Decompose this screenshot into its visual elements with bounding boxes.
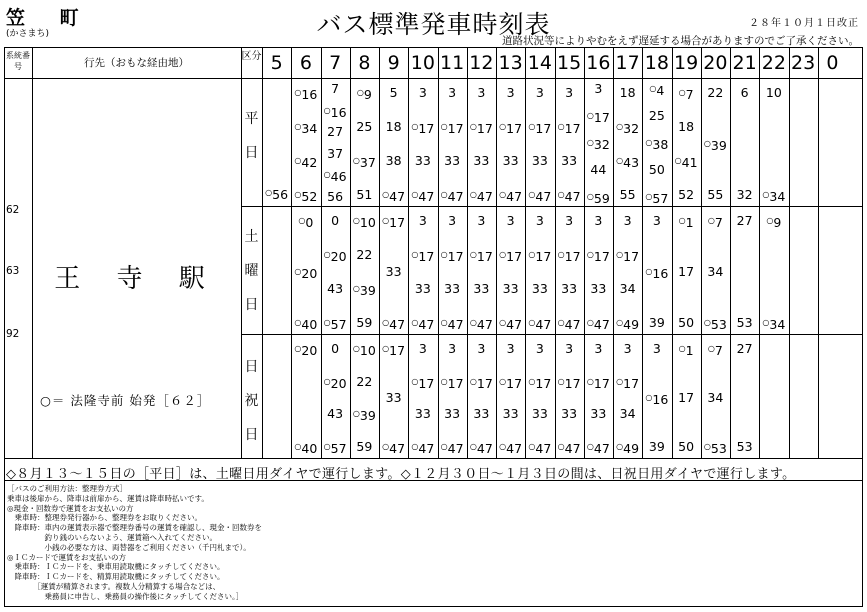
departure-time: ○17 <box>557 249 581 264</box>
departure-time: 3 <box>535 213 544 228</box>
departure-time: ○47 <box>411 189 435 204</box>
departure-time: ○59 <box>586 191 610 206</box>
departure-time: ○47 <box>528 189 552 204</box>
departure-time: ○47 <box>528 317 552 332</box>
departure-time: 27 <box>736 341 753 356</box>
usage-guide-line: ◎現金・回数券で運賃をお支払いの方 <box>7 503 134 513</box>
departure-time: 33 <box>531 153 548 168</box>
departure-time: ○17 <box>469 249 493 264</box>
departure-time: 3 <box>594 213 603 228</box>
grid-line <box>241 334 863 335</box>
departure-time: ○17 <box>528 249 552 264</box>
departure-time: ○57 <box>323 317 347 332</box>
grid-line <box>4 47 5 606</box>
departure-time: ○17 <box>616 375 640 391</box>
departure-time: 33 <box>385 264 402 279</box>
departure-time: ○53 <box>703 317 727 332</box>
departure-time: 55 <box>619 187 636 202</box>
departure-time: 50 <box>648 162 665 177</box>
route-number: 62 <box>6 204 20 216</box>
usage-guide-line: 乗車は後扉から、降車は前扉から、運賃は降車時払いです。 <box>7 493 209 503</box>
departure-time: ○47 <box>557 189 581 204</box>
hour-header: 10 <box>410 52 435 74</box>
grid-line <box>4 78 863 79</box>
departure-time: ○40 <box>294 441 318 456</box>
departure-time: 3 <box>448 213 457 228</box>
departure-time: 33 <box>502 281 519 296</box>
hour-header: 21 <box>732 52 757 74</box>
departure-time: 43 <box>327 281 344 296</box>
usage-guide-line: 小銭の必要な方は、両替器をご利用ください（千円札まで）。 <box>7 542 251 552</box>
stop-name: 笠 町 <box>6 7 93 29</box>
hour-header: 5 <box>270 52 283 74</box>
departure-time: ○53 <box>703 441 727 456</box>
departure-time: ○42 <box>294 155 318 170</box>
departure-time: 3 <box>652 341 661 356</box>
departure-time: ○7 <box>707 215 723 230</box>
departure-time: ○17 <box>411 249 435 264</box>
departure-time: ○17 <box>469 121 493 136</box>
departure-time: ○47 <box>440 317 464 332</box>
departure-time: ○17 <box>528 375 552 391</box>
grid-line <box>262 47 263 458</box>
departure-time: 3 <box>477 85 486 100</box>
departure-time: 0 <box>331 213 340 228</box>
grid-line <box>730 47 731 458</box>
grid-line <box>4 606 863 607</box>
usage-guide-line: 降車時：ＩＣカードを、精算用読取機にタッチしてください。 <box>7 572 225 582</box>
usage-guide-line: ［バスのご利用方法：整理券方式］ <box>7 484 127 493</box>
departure-time: 33 <box>531 281 548 296</box>
departure-time: ○16 <box>645 392 669 407</box>
departure-time: 33 <box>590 281 607 296</box>
departure-time: 18 <box>619 85 636 100</box>
departure-time: 3 <box>448 85 457 100</box>
departure-time: 34 <box>707 264 724 279</box>
hour-header: 19 <box>674 52 699 74</box>
departure-time: 27 <box>736 213 753 228</box>
hour-header: 15 <box>557 52 582 74</box>
hour-header: 17 <box>615 52 640 74</box>
hour-header: 8 <box>358 52 371 74</box>
departure-time: 33 <box>561 153 578 168</box>
departure-time: 17 <box>678 390 695 405</box>
departure-time: ○34 <box>762 189 786 204</box>
hour-header: 9 <box>387 52 400 74</box>
departure-time: 53 <box>736 439 753 454</box>
departure-time: 3 <box>506 85 515 100</box>
departure-time: 33 <box>414 153 431 168</box>
departure-time: 3 <box>565 341 574 356</box>
departure-time: ○47 <box>557 317 581 332</box>
departure-time: ○4 <box>649 83 665 98</box>
usage-guide-line: 降車時：車内の運賃表示器で整理券番号の運賃を確認し、現金・回数券を <box>7 523 262 533</box>
departure-time: 3 <box>418 341 427 356</box>
departure-time: ○47 <box>469 441 493 456</box>
departure-time: ○52 <box>294 189 318 204</box>
departure-time: 3 <box>477 341 486 356</box>
departure-time: 59 <box>356 315 373 330</box>
hour-header: 22 <box>761 52 786 74</box>
departure-time: 18 <box>385 119 402 134</box>
hour-header: 23 <box>791 52 816 74</box>
departure-time: ○17 <box>616 249 640 264</box>
departure-time: 33 <box>444 153 461 168</box>
departure-time: ○17 <box>586 375 610 391</box>
departure-time: 27 <box>327 124 344 140</box>
departure-time: ○20 <box>294 266 318 281</box>
departure-time: 53 <box>736 315 753 330</box>
legend-note: ○＝ 法隆寺前 始発［６２］ <box>40 393 211 408</box>
departure-time: 33 <box>502 406 519 422</box>
departure-time: ○17 <box>499 375 523 391</box>
departure-time: 3 <box>594 81 603 96</box>
departure-time: ○43 <box>616 155 640 170</box>
departure-time: 43 <box>327 406 344 422</box>
hour-header: 6 <box>299 52 312 74</box>
departure-time: 3 <box>623 213 632 228</box>
departure-time: 3 <box>506 213 515 228</box>
departure-time: 18 <box>678 119 695 134</box>
departure-time: ○47 <box>382 317 406 332</box>
usage-guide-line: 釣り銭のいらないよう、運賃箱へ入れてください。 <box>7 533 217 542</box>
departure-time: 33 <box>473 406 490 422</box>
departure-time: 22 <box>707 85 724 100</box>
departure-time: ○17 <box>411 121 435 136</box>
departure-time: ○17 <box>440 121 464 136</box>
departure-time: ○32 <box>586 137 610 152</box>
departure-time: 44 <box>590 162 607 177</box>
departure-time: 33 <box>414 406 431 422</box>
departure-time: ○17 <box>586 249 610 264</box>
departure-time: ○39 <box>352 408 376 424</box>
departure-time: 38 <box>385 153 402 168</box>
departure-time: ○0 <box>298 215 314 230</box>
departure-time: ○47 <box>469 189 493 204</box>
grid-line <box>759 47 760 458</box>
hour-header: 11 <box>440 52 465 74</box>
departure-time: ○39 <box>703 138 727 153</box>
departure-time: ○9 <box>356 87 372 102</box>
departure-time: 37 <box>327 145 344 161</box>
departure-time: 56 <box>327 189 344 204</box>
grid-line <box>4 458 863 459</box>
day-type-weekday: 平日 <box>244 111 259 161</box>
departure-time: ○41 <box>674 155 698 170</box>
departure-time: 34 <box>619 281 636 296</box>
usage-guide-line: 乗務員に申告し、乗務員の操作後にタッチしてください。］ <box>7 591 244 601</box>
departure-time: 32 <box>736 187 753 202</box>
category-header: 区分 <box>241 51 262 62</box>
departure-time: 52 <box>678 187 695 202</box>
departure-time: ○47 <box>586 441 610 456</box>
departure-time: ○40 <box>294 317 318 332</box>
usage-guide-line: ［運賃が精算されます。複数人分精算する場合などは、 <box>7 582 221 591</box>
departure-time: 25 <box>356 119 373 134</box>
departure-time: ○10 <box>352 215 376 230</box>
departure-time: ○47 <box>499 317 523 332</box>
departure-time: ○47 <box>469 317 493 332</box>
departure-time: ○16 <box>645 266 669 281</box>
grid-line <box>32 47 33 458</box>
departure-time: 33 <box>531 406 548 422</box>
departure-time: ○47 <box>382 441 406 456</box>
departure-time: 22 <box>356 247 373 262</box>
departure-time: ○47 <box>382 189 406 204</box>
departure-time: 50 <box>678 439 695 454</box>
departure-time: 3 <box>418 85 427 100</box>
departure-time: ○17 <box>382 343 406 358</box>
day-type-holiday: 日祝日 <box>244 359 259 443</box>
usage-guide-line: 乗車時：ＩＣカードを、乗車用読取機にタッチしてください。 <box>7 562 225 572</box>
day-type-saturday: 土曜日 <box>244 229 259 313</box>
departure-time: ○17 <box>557 375 581 391</box>
departure-time: ○7 <box>678 87 694 102</box>
departure-time: 33 <box>502 153 519 168</box>
departure-time: ○17 <box>586 110 610 125</box>
departure-time: 33 <box>473 153 490 168</box>
departure-time: 33 <box>590 406 607 422</box>
departure-time: 34 <box>707 390 724 405</box>
departure-time: 3 <box>506 341 515 356</box>
departure-time: ○9 <box>766 215 782 230</box>
hour-header: 20 <box>703 52 728 74</box>
departure-time: ○47 <box>499 441 523 456</box>
destination-station-name: 王 寺 駅 <box>54 264 219 294</box>
departure-time: 39 <box>648 439 665 454</box>
departure-time: ○16 <box>294 87 318 102</box>
departure-time: 59 <box>356 439 373 454</box>
departure-time: 34 <box>619 406 636 422</box>
departure-time: 22 <box>356 373 373 389</box>
departure-time: ○47 <box>557 441 581 456</box>
departure-time: ○34 <box>762 317 786 332</box>
departure-time: 3 <box>623 341 632 356</box>
departure-time: 55 <box>707 187 724 202</box>
departure-time: 25 <box>648 108 665 123</box>
departure-time: 6 <box>740 85 749 100</box>
route-number: 92 <box>6 328 20 340</box>
departure-time: ○20 <box>323 249 347 264</box>
departure-time: ○16 <box>323 104 347 120</box>
holiday-schedule-notice: ◇８月１３～１５日の［平日］は、土曜日用ダイヤで運行します。◇１２月３０日～１月３日の間は、日祝日用ダイヤで運行します。 <box>6 467 796 482</box>
departure-time: 33 <box>561 281 578 296</box>
departure-time: ○37 <box>352 155 376 170</box>
departure-time: 10 <box>765 85 782 100</box>
departure-time: ○17 <box>499 249 523 264</box>
departure-time: ○17 <box>499 121 523 136</box>
departure-time: 33 <box>385 390 402 405</box>
departure-time: 33 <box>444 281 461 296</box>
departure-time: 50 <box>678 315 695 330</box>
departure-time: ○56 <box>265 187 289 202</box>
departure-time: 51 <box>356 187 373 202</box>
departure-time: 3 <box>418 213 427 228</box>
departure-time: 17 <box>678 264 695 279</box>
departure-time: 33 <box>444 406 461 422</box>
departure-time: 7 <box>331 81 340 96</box>
hour-header: 7 <box>329 52 342 74</box>
route-number: 63 <box>6 265 20 277</box>
hour-header: 12 <box>469 52 494 74</box>
departure-time: ○17 <box>440 249 464 264</box>
usage-guide-line: 乗車時：整理券発行器から、整理券をお取りください。 <box>7 513 202 523</box>
departure-time: ○32 <box>616 121 640 136</box>
delay-notice: 道路状況等によりやむをえず遅延する場合がありますのでご了承ください。 <box>502 35 859 47</box>
departure-time: 3 <box>565 213 574 228</box>
departure-time: ○17 <box>440 375 464 391</box>
hour-header: 13 <box>498 52 523 74</box>
departure-time: 33 <box>414 281 431 296</box>
system-number-header: 系統番号 <box>6 51 30 71</box>
grid-line <box>291 47 292 458</box>
departure-time: ○39 <box>352 283 376 298</box>
departure-time: ○1 <box>678 343 694 358</box>
departure-time: ○20 <box>294 343 318 358</box>
hour-header: 0 <box>826 52 839 74</box>
departure-time: ○17 <box>382 215 406 230</box>
departure-time: 3 <box>535 341 544 356</box>
departure-time: ○49 <box>616 441 640 456</box>
departure-time: ○47 <box>440 189 464 204</box>
departure-time: 3 <box>565 85 574 100</box>
departure-time: ○47 <box>499 189 523 204</box>
departure-time: 3 <box>594 341 603 356</box>
hour-header: 16 <box>586 52 611 74</box>
departure-time: ○17 <box>557 121 581 136</box>
departure-time: ○7 <box>707 343 723 358</box>
destination-header: 行先（おもな経由地） <box>84 57 189 69</box>
departure-time: ○38 <box>645 137 669 152</box>
departure-time: ○17 <box>469 375 493 391</box>
departure-time: ○47 <box>411 441 435 456</box>
grid-line <box>862 47 863 606</box>
departure-time: 33 <box>473 281 490 296</box>
revision-date: ２８年１０月１日改正 <box>749 18 859 29</box>
departure-time: ○47 <box>440 441 464 456</box>
departure-time: 3 <box>477 213 486 228</box>
departure-time: ○57 <box>645 191 669 206</box>
hour-header: 18 <box>644 52 669 74</box>
departure-time: 3 <box>652 213 661 228</box>
departure-time: 3 <box>448 341 457 356</box>
usage-guide-line: ◎ＩＣカードで運賃をお支払いの方 <box>7 552 127 562</box>
departure-time: ○34 <box>294 121 318 136</box>
departure-time: ○46 <box>323 169 347 185</box>
departure-time: 0 <box>331 341 340 356</box>
page-title: バス標準発車時刻表 <box>316 10 551 39</box>
departure-time: 3 <box>535 85 544 100</box>
hour-header: 14 <box>527 52 552 74</box>
departure-time: ○10 <box>352 343 376 358</box>
departure-time: ○57 <box>323 441 347 456</box>
departure-time: ○17 <box>411 375 435 391</box>
departure-time: 39 <box>648 315 665 330</box>
departure-time: ○49 <box>616 317 640 332</box>
grid-line <box>818 47 819 458</box>
grid-line <box>241 206 863 207</box>
departure-time: ○17 <box>528 121 552 136</box>
departure-time: ○47 <box>528 441 552 456</box>
departure-time: ○47 <box>586 317 610 332</box>
stop-reading: (かさまち) <box>6 29 50 39</box>
grid-line <box>789 47 790 458</box>
departure-time: 5 <box>389 85 398 100</box>
departure-time: ○47 <box>411 317 435 332</box>
departure-time: 33 <box>561 406 578 422</box>
departure-time: ○1 <box>678 215 694 230</box>
departure-time: ○20 <box>323 375 347 391</box>
